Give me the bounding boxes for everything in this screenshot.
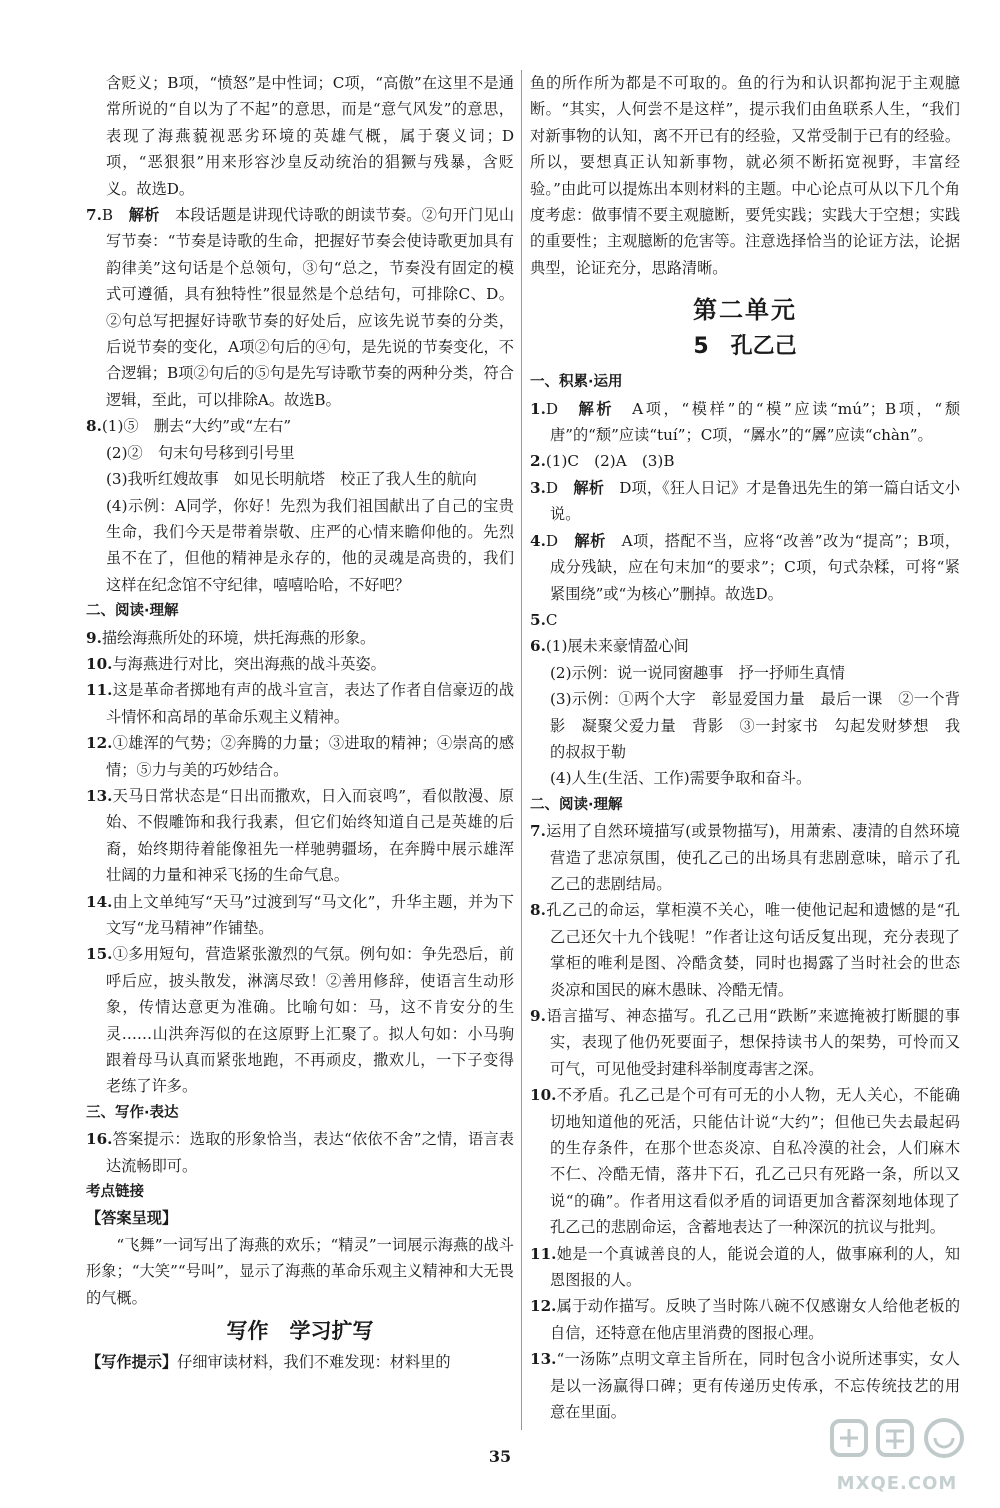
watermark-logo — [822, 1415, 972, 1503]
analysis-label: 解析 — [573, 478, 604, 497]
analysis-label: 解析 — [574, 531, 606, 550]
section-heading-reading: 二、阅读·理解 — [86, 603, 179, 620]
answer-text: (1)⑤ 删去“大约”或“左右” — [101, 417, 292, 436]
question-number: 12. — [86, 734, 113, 753]
answer-8-continuation: 含贬义；B项，“愤怒”是中性词；C项，“高傲”在这里不是通常所说的“自以为了不起”的意思，而是“意气风发”的意思，表现了海燕藐视恶劣环境的英雄气概，属于褒义词；D项，“恶狠狠”用来形容沙皇反动统治的猖獗与残暴，含贬义。故选D。 — [106, 74, 514, 198]
lesson-heading: 5 孔乙己 — [693, 334, 797, 360]
page-number: 35 — [488, 1447, 512, 1466]
question-number: 16. — [86, 1130, 113, 1149]
answer-text: 与海燕进行对比，突出海燕的战斗英姿。 — [112, 654, 386, 673]
answer-13 — [530, 1346, 960, 1425]
question-number: 3. — [530, 478, 546, 497]
question-number: 14. — [86, 892, 113, 911]
answer-text: 这是革命者掷地有声的战斗宣言，表达了作者自信豪迈的战斗情怀和高昂的革命乐观主义精神。 — [106, 681, 514, 726]
answer-9 — [86, 625, 514, 651]
answer-choice: D — [545, 478, 559, 497]
question-number: 10. — [530, 1086, 557, 1105]
answer-text: (1)展未来豪情盈心间 — [545, 637, 689, 656]
answer-7 — [530, 818, 960, 897]
column-divider — [521, 70, 522, 1430]
question-number: 4. — [530, 531, 546, 550]
answer-3 — [530, 475, 960, 528]
answer-6-part-3: (3)示例：①两个大字 彰显爱国力量 最后一课 ②一个背影 凝聚父爱力量 背影 ③一封家书 勾起发财梦想 我的叔叔于勒 — [550, 690, 960, 761]
answer-12 — [530, 1293, 960, 1346]
answer-text: 答案提示：选取的形象恰当，表达“依依不舍”之情，语言表达流畅即可。 — [106, 1130, 514, 1175]
answer-7 — [86, 202, 514, 413]
answer-text: 她是一个真诚善良的人，能说会道的人，做事麻利的人，知恩图报的人。 — [550, 1244, 960, 1290]
answer-10 — [86, 651, 514, 677]
question-number: 11. — [530, 1244, 557, 1263]
answer-11 — [86, 677, 514, 730]
question-number: 9. — [530, 1007, 546, 1025]
answer-text: (1)C (2)A (3)B — [545, 452, 675, 471]
answer-8-part-2: (2)② 句末句号移到引号里 — [106, 443, 295, 462]
unit-heading: 第二单元 — [693, 296, 797, 325]
answer-text: 不矛盾。孔乙己是个可有可无的小人物，无人关心，不能确切地知道他的死活，只能估计说“大约”；但他已失去最起码的生存条件，在那个世态炎凉、自私冷漠的社会，人们麻木不仁、冷酷无情，落井下石，孔乙己只有死路一条，所以又说“的确”。作者用这看似矛盾的词语更加含蓄深刻地体现了孔乙己的悲剧命运，含蓄地表达了一种深沉的抗议与批判。 — [550, 1086, 960, 1237]
answer-2 — [530, 448, 960, 474]
question-number: 13. — [86, 786, 113, 805]
question-number: 7. — [86, 206, 102, 225]
question-number: 6. — [530, 637, 546, 656]
answer-text: ①雄浑的气势；②奔腾的力量；③进取的精神；④崇高的感情；⑤力与美的巧妙结合。 — [106, 734, 514, 779]
answer-text: ①多用短句，营造紧张激烈的气氛。例句如：争先恐后，前呼后应，披头散发，淋漓尽致！②善用修辞，使语言生动形象，传情达意更为准确。比喻句如：马，这不肯安分的生灵……山洪奔泻似的在这原野上汇聚了。拟人句如：小马驹跟着母马认真而紧张地跑，不再顽皮，撒欢儿，一下子变得老练了许多。 — [106, 945, 514, 1096]
watermark-text: MXQE.COM — [836, 1473, 958, 1494]
answer-choice: B — [101, 206, 114, 225]
section-heading-reading: 二、阅读·理解 — [530, 796, 623, 813]
answer-14 — [86, 889, 514, 942]
question-number: 10. — [86, 654, 113, 673]
key-point-heading: 考点链接 — [86, 1184, 144, 1201]
answer-text: A项，搭配不当，应将“改善”改为“提高”；B项，成分残缺，应在句末加“的要求”；C项，句式杂糅，可将“紧紧围绕”或“为核心”删掉。故选D。 — [550, 531, 961, 603]
answer-5 — [530, 607, 960, 633]
answer-8-part-3: (3)我听红嫂故事 如见长明航塔 校正了我人生的航向 — [106, 470, 477, 489]
writing-tip-text: 仔细审读材料，我们不难发现：材料里的 — [177, 1353, 451, 1372]
answer-8-part-4: (4)示例：A同学，你好！先烈为我们祖国献出了自己的宝贵生命，我们今天是带着崇敬、庄严的心情来瞻仰他的。先烈虽不在了，但他的精神是永存的，他的灵魂是高贵的，我们这样在纪念馆不守纪律，嘻嘻哈哈，不好吧？ — [106, 496, 514, 594]
answer-presentation-text: “飞舞”一词写出了海燕的欢乐；“精灵”一词展示海燕的战斗形象；“大笑”“号叫”，显示了海燕的革命乐观主义精神和大无畏的气概。 — [86, 1235, 514, 1307]
answer-6-part-4: (4)人生(生活、工作)需要争取和奋斗。 — [550, 769, 812, 788]
answer-9 — [530, 1003, 960, 1082]
question-number: 1. — [530, 399, 546, 418]
answer-10 — [530, 1082, 960, 1240]
answer-text: 本段话题是讲现代诗歌的朗读节奏。②句开门见山写节奏：“节奏是诗歌的生命，把握好节奏会使诗歌更加具有韵律美”这句话是个总领句，③句“总之，节奏没有固定的模式可遵循，具有独特性”很显然是个总结句，可排除C、D。②句总写把握好诗歌节奏的好处后，应该先说节奏的分类，后说节奏的变化，A项②句后的④句，是先说的节奏变化，不合逻辑；B项②句后的⑤句是先写诗歌节奏的两种分类，符合逻辑，至此，可以排除A。故选B。 — [106, 206, 514, 409]
question-number: 7. — [530, 822, 546, 841]
question-number: 5. — [530, 610, 546, 629]
answer-6-part-2: (2)示例：说一说同窗趣事 抒一抒师生真情 — [550, 663, 845, 682]
writing-heading: 写作 学习扩写 — [226, 1319, 374, 1344]
section-heading-writing: 三、写作·表达 — [86, 1104, 179, 1121]
answer-8 — [530, 897, 960, 1003]
question-number: 11. — [86, 681, 113, 700]
writing-tip-label: 【写作提示】 — [86, 1353, 178, 1372]
answer-8-part-1 — [86, 413, 514, 439]
question-number: 8. — [86, 417, 102, 436]
section-heading-accumulation: 一、积累·运用 — [530, 374, 623, 391]
answer-1 — [530, 396, 960, 449]
answer-presentation-label: 【答案呈现】 — [86, 1209, 178, 1228]
question-number: 12. — [530, 1297, 557, 1316]
question-number: 2. — [530, 452, 546, 471]
answer-text: 描绘海燕所处的环境，烘托海燕的形象。 — [101, 628, 376, 647]
writing-tip — [86, 1349, 514, 1375]
analysis-label: 解析 — [128, 206, 160, 225]
answer-text: A项，“模样”的“模”应读“mú”；B项，“颓唐”的“颓”应读“tuí”；C项，“羼水”的“羼”应读“chàn”。 — [550, 399, 961, 445]
answer-text: C — [545, 610, 558, 629]
answer-6-part-1 — [530, 633, 960, 659]
answer-15 — [86, 941, 514, 1099]
question-number: 8. — [530, 901, 546, 920]
answer-text: “一汤陈”点明文章主旨所在，同时包含小说所述事实，女人是以一汤赢得口碑；更有传递历史传承，不忘传统技艺的用意在里面。 — [550, 1350, 960, 1422]
answer-choice: D — [545, 399, 559, 418]
answer-4 — [530, 528, 960, 607]
answer-text: 运用了自然环境描写(或景物描写)，用萧索、凄清的自然环境营造了悲凉氛围，使孔乙己的出场具有悲剧意味，暗示了孔乙己的悲剧结局。 — [545, 822, 960, 893]
answer-text: 天马日常状态是“日出而撒欢，日入而哀鸣”，看似散漫、原始、不假雕饰和我行我素，但它们始终知道自己是英雄的后裔，始终期待着能像祖先一样驰骋疆场，在奔腾中展示雄浑壮阔的力量和神采飞扬的生命气息。 — [106, 786, 514, 885]
writing-tip-continuation: 鱼的所作所为都是不可取的。鱼的行为和认识都拘泥于主观臆断。“其实，人何尝不是这样”，提示我们由鱼联系人生，“我们对新事物的认知，离不开已有的经验，又常受制于已有的经验。所以，要想真正认知新事物，就必须不断拓宽视野，丰富经验。”由此可以提炼出本则材料的主题。中心论点可从以下几个角度考虑：做事情不要主观臆断，要凭实践；实践大于空想；实践的重要性；主观臆断的危害等。注意选择恰当的论证方法，论据典型，论证充分，思路清晰。 — [530, 74, 960, 277]
question-number: 13. — [530, 1350, 557, 1369]
answer-12 — [86, 730, 514, 783]
answer-16 — [86, 1126, 514, 1179]
question-number: 9. — [86, 628, 102, 647]
answer-text: 孔乙己的命运，掌柜漠不关心，唯一使他记起和遗憾的是“孔乙己还欠十九个钱呢！”作者让这句话反复出现，充分表现了掌柜的唯利是图、冷酷贪婪，同时也揭露了当时社会的世态炎凉和国民的麻木愚昧、冷酷无情。 — [545, 901, 960, 999]
answer-text: D项，《狂人日记》才是鲁迅先生的第一篇白话文小说。 — [550, 478, 961, 524]
left-column — [86, 70, 514, 1376]
answer-choice: D — [545, 531, 559, 550]
answer-text: 由上文单纯写“天马”过渡到写“马文化”，升华主题，并为下文写“龙马精神”作铺垫。 — [106, 892, 514, 937]
answer-text: 语言描写、神态描写。孔乙己用“跌断”来遮掩被打断腿的事实，表现了他仍死要面子，想保持读书人的架势，可怜而又可气，可见他受封建科举制度毒害之深。 — [545, 1007, 960, 1078]
analysis-label: 解析 — [578, 399, 615, 418]
answer-13 — [86, 783, 514, 889]
answer-text: 属于动作描写。反映了当时陈八碗不仅感谢女人给他老板的自信，还特意在他店里消费的图报心理。 — [550, 1297, 960, 1342]
right-column — [530, 70, 960, 1426]
question-number: 15. — [86, 945, 113, 964]
answer-11 — [530, 1241, 960, 1294]
